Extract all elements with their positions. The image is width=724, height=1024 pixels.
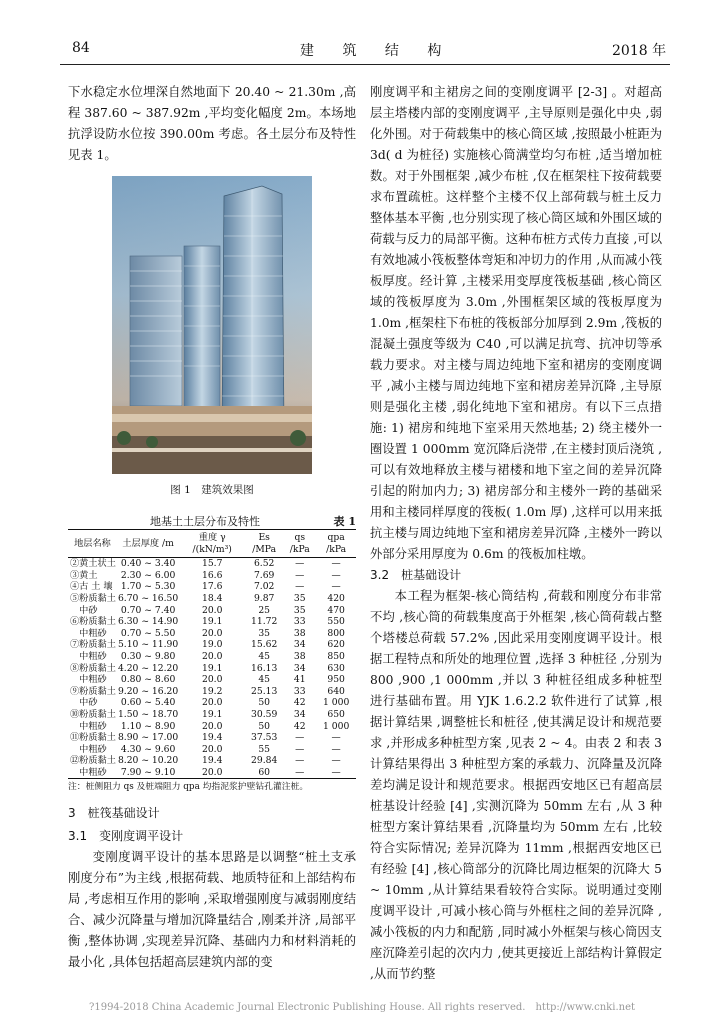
table-row [68, 732, 356, 744]
table-cell: 19.4 [201, 732, 223, 744]
table-cell: — [331, 732, 341, 744]
table-cell: — [295, 581, 305, 593]
journal-year: 2018 年 [612, 43, 667, 59]
table-note: 注：桩侧阻力 qs 及桩端阻力 qpa 均指泥浆护壁钻孔灌注桩。 [68, 782, 309, 793]
table-row [68, 663, 356, 675]
table-row [68, 697, 356, 709]
table-cell: 6.30 ~ 14.90 [117, 616, 179, 628]
table-title: 地基土土层分布及特性 [150, 515, 260, 528]
figure-caption: 图 1 建筑效果图 [170, 484, 254, 496]
table-cell: 50 [258, 697, 271, 709]
table-cell: 34 [293, 708, 306, 720]
table-cell: 0.60 ~ 5.40 [120, 697, 176, 709]
table-cell: 19.2 [201, 685, 223, 697]
table-cell: 850 [327, 650, 345, 662]
table-cell: 15.62 [251, 639, 278, 651]
table-cell: 35 [293, 604, 306, 616]
table-cell: 7.69 [253, 569, 275, 581]
layer-name-cell: 中粗砂 [68, 767, 117, 779]
table-cell: 800 [327, 627, 345, 639]
table-cell: 4.20 ~ 12.20 [117, 662, 179, 674]
table-header: 重度 γ /(kN/m³) [179, 530, 245, 558]
table-row [68, 558, 356, 570]
layer-name-cell: 中粗砂 [70, 627, 107, 639]
table-cell: 20.0 [179, 767, 245, 779]
table-cell: 4.30 ~ 9.60 [120, 743, 176, 755]
table-cell: — [316, 767, 356, 779]
table-cell: 45 [258, 674, 271, 686]
table-cell: 20.0 [201, 743, 223, 755]
layer-name-cell: ⑫粉质黏土 [70, 755, 116, 767]
table-cell: 9.20 ~ 16.20 [117, 685, 179, 697]
table-cell: 25.13 [251, 685, 278, 697]
table-cell: 30.59 [251, 708, 278, 720]
table-row [68, 616, 356, 628]
table-number: 表 1 [333, 515, 356, 528]
section-3-2-title: 3.2 桩基础设计 [370, 568, 462, 582]
table-cell: 16.13 [251, 662, 278, 674]
table-cell: 420 [327, 592, 345, 604]
table-cell: 0.70 ~ 5.50 [120, 627, 176, 639]
layer-name-cell: 中粗砂 [70, 743, 107, 755]
table-cell: — [331, 558, 341, 570]
section-3-1-title: 3.1 变刚度调平设计 [68, 829, 184, 844]
table-cell: 7.90 ~ 9.10 [117, 767, 179, 779]
table-cell: 29.84 [251, 755, 278, 767]
table-cell: 1 000 [322, 720, 350, 732]
table-cell: 17.6 [201, 581, 223, 593]
layer-name-cell: 中砂 [70, 604, 98, 616]
table-cell: 5.10 ~ 11.90 [117, 639, 179, 651]
table-cell: 50 [258, 720, 271, 732]
building-rendering [112, 176, 312, 474]
layer-name-cell: ⑧粉质黏土 [70, 662, 116, 674]
layer-name-cell: 中砂 [70, 697, 98, 709]
table-cell: 34 [293, 662, 306, 674]
table-cell: 470 [327, 604, 345, 616]
table-cell: 35 [293, 592, 306, 604]
table-body [68, 558, 356, 779]
table-cell: 630 [327, 662, 345, 674]
table-cell: 18.4 [201, 592, 223, 604]
table-cell: — [331, 569, 341, 581]
table-cell: 33 [293, 616, 306, 628]
table-cell: 34 [293, 639, 306, 651]
table-cell: 45 [258, 650, 271, 662]
table-cell: 0.70 ~ 7.40 [120, 604, 176, 616]
right-paragraph-2: 本工程为框架-核心筒结构 ,荷载和刚度分布非常不均 ,核心筒的荷载集度高于外框架 ,核心筒荷载占整个塔楼总荷载 57.2% ,因此采用变刚度调平设计。根据工程特点和所处的地理位置 ,选择 3 种桩径 ,分别为 800 ,900 ,1 000mm ,并以 3 种桩径组成多种桩型进行基础布置。用 YJK 1.6.2.2 软件进行了试算 ,根据计算结果 ,调整桩长和桩径 ,使其满足设计和规范要求 ,并形成多种桩型方案 ,见表 2 ~ 4。由表 2 和表 3 计算结果得出 3 种桩型方案的承载力、沉降量及沉降差均满足设计和规范要求。根据西安地区已有超高层桩基设计经验 [4] ,实测沉降为 50mm 左右 ,从 3 种桩型方案计算结果看 ,沉降量均为 50mm 左右 ,比较符合实际情况; 差异沉降为 11mm ,根据西安地区已有经验 [4] ,核心筒部分的沉降比周边框架的沉降大 5 ~ 10mm ,从计算结果看较符合实际。说明通过变刚度调平设计 ,可减小核心筒与外框柱之间的差异沉降 ,减小筏板的内力和配筋 ,同时减小外框架与核心筒因支座沉降差引起的次内力 ,使其更接近上部结构计算假定 ,从而节约整 [370, 589, 662, 981]
table-cell: — [295, 558, 305, 570]
table-row [68, 744, 356, 756]
table-cell: 16.6 [201, 569, 223, 581]
table-cell: 20.0 [201, 650, 223, 662]
table-header: qs /kPa [283, 530, 316, 558]
table-row [68, 651, 356, 663]
table-cell: 6.52 [253, 558, 275, 570]
layer-name-cell: ⑩粉质黏土 [70, 708, 116, 720]
table-cell: 19.1 [201, 708, 223, 720]
table-header: Es /MPa [245, 530, 283, 558]
table-cell: 550 [327, 616, 345, 628]
table-cell: 8.20 ~ 10.20 [117, 755, 179, 767]
table-cell: 19.1 [201, 616, 223, 628]
table-cell: 7.02 [253, 581, 275, 593]
layer-name-cell: 中粗砂 [70, 650, 107, 662]
table-cell: — [295, 755, 305, 767]
header-rule [60, 64, 670, 65]
table-cell: 1.50 ~ 18.70 [117, 708, 179, 720]
table-cell: 42 [293, 720, 306, 732]
table-cell: 11.72 [251, 616, 278, 628]
table-cell: 19.1 [201, 662, 223, 674]
layer-name-cell: ⑦粉质黏土 [70, 639, 116, 651]
table-cell: — [331, 743, 341, 755]
layer-name-cell: ⑥粉质黏土 [70, 616, 116, 628]
table-cell: 19.0 [201, 639, 223, 651]
table-row [68, 767, 356, 779]
table-cell: 0.30 ~ 9.80 [120, 650, 176, 662]
table-cell: 650 [327, 708, 345, 720]
layer-name-cell: ⑪粉质黏土 [70, 732, 116, 744]
table-row [68, 674, 356, 686]
section-3-title: 3 桩筏基础设计 [68, 806, 160, 821]
journal-title: 建 筑 结 构 [300, 43, 454, 59]
table-cell: 1 000 [322, 697, 350, 709]
table-row [68, 628, 356, 640]
table-cell: 41 [293, 674, 306, 686]
table-cell: — [295, 732, 305, 744]
table-row [68, 709, 356, 721]
table-header: 地层名称 [68, 530, 117, 558]
table-cell: 25 [258, 604, 271, 616]
table-cell: 33 [293, 685, 306, 697]
table-header: qpa /kPa [316, 530, 356, 558]
layer-name-cell: ③黄土 [70, 569, 98, 581]
table-row [68, 686, 356, 698]
table-cell: 38 [293, 650, 306, 662]
layer-name-cell: 中粗砂 [70, 720, 107, 732]
table-cell: 1.10 ~ 8.90 [120, 720, 176, 732]
layer-name-cell: ②黄土状土 [70, 558, 116, 570]
table-cell: 640 [327, 685, 345, 697]
table-cell: — [295, 743, 305, 755]
table-row [68, 721, 356, 733]
soil-layer-table [68, 529, 356, 779]
table-cell: — [283, 767, 316, 779]
table-cell: 620 [327, 639, 345, 651]
layer-name-cell: ⑨粉质黏土 [70, 685, 116, 697]
table-cell: — [295, 569, 305, 581]
table-cell: 60 [245, 767, 283, 779]
table-cell: 42 [293, 697, 306, 709]
layer-name-cell: 中粗砂 [70, 674, 107, 686]
table-cell: 9.87 [253, 592, 275, 604]
table-cell: 20.0 [201, 720, 223, 732]
table-cell: 38 [293, 627, 306, 639]
table-cell: 0.40 ~ 3.40 [120, 558, 176, 570]
table-cell: 2.30 ~ 6.00 [120, 569, 176, 581]
table-cell: 20.0 [201, 674, 223, 686]
left-column [68, 82, 356, 973]
right-column [370, 82, 662, 985]
table-cell: 6.70 ~ 16.50 [117, 592, 179, 604]
table-cell: — [331, 755, 341, 767]
table-row [68, 639, 356, 651]
layer-name-cell: ④古 土 壤 [70, 581, 113, 593]
table-cell: 8.90 ~ 17.00 [117, 732, 179, 744]
layer-name-cell: ⑤粉质黏土 [70, 592, 116, 604]
table-cell: 20.0 [201, 627, 223, 639]
copyright-footer: ?1994-2018 China Academic Journal Electronic Publishing House. All rights reserved. http://www.cnki.net [88, 1002, 635, 1013]
table-cell: — [331, 581, 341, 593]
table-cell: 55 [258, 743, 271, 755]
table-header: 土层厚度 /m [117, 530, 179, 558]
table-cell: 35 [258, 627, 271, 639]
table-cell: 20.0 [201, 604, 223, 616]
table-cell: 19.4 [201, 755, 223, 767]
table-cell: 20.0 [201, 697, 223, 709]
table-title-row [68, 511, 356, 529]
table-row [68, 755, 356, 767]
table-cell: 15.7 [201, 558, 223, 570]
table-row [68, 581, 356, 593]
table-row [68, 570, 356, 582]
page-number: 84 [72, 40, 90, 56]
table-cell: 37.53 [251, 732, 278, 744]
intro-paragraph: 下水稳定水位埋深自然地面下 20.40 ~ 21.30m ,高程 387.60 ~ 387.92m ,平均变化幅度 2m。本场地抗浮设防水位按 390.00m 考虑。各土层分布及特性见表 1。 [68, 85, 356, 162]
table-cell: 0.80 ~ 8.60 [120, 674, 176, 686]
table-cell: 950 [327, 674, 345, 686]
section-3-1-paragraph: 变刚度调平设计的基本思路是以调整“桩土支承刚度分布”为主线 ,根据荷载、地质特征和上部结构布局 ,考虑相互作用的影响 ,采取增强刚度与减弱刚度结合、减少沉降量与增加沉降量结合 ,刚柔并济 ,局部平衡 ,整体协调 ,实现差异沉降、基础内力和材料消耗的最小化 ,具体包括超高层建筑内部的变 [68, 850, 356, 970]
right-paragraph-1: 刚度调平和主裙房之间的变刚度调平 [2-3] 。对超高层主塔楼内部的变刚度调平 ,主导原则是强化中央 ,弱化外围。对于荷载集中的核心筒区域 ,按照最小桩距为 3d( d 为桩径) 实施核心筒满堂均匀布桩 ,适当增加桩数。对于外围框架 ,减少布桩 ,仅在框架柱下按荷载要求布置疏桩。这样整个主楼不仅上部荷载与桩土反力整体基本平衡 ,也分别实现了核心筒区域和外围区域的荷载与反力的局部平衡。这种布桩方式传力直接 ,可以有效地减小筏板整体弯矩和冲切力的作用 ,从而减小筏板厚度。经计算 ,主楼采用变厚度筏板基础 ,核心筒区域的筏板厚度为 3.0m ,外围框架区域的筏板厚度为 1.0m ,框架柱下布桩的筏板部分加厚到 2.9m ,筏板的混凝土强度等级为 C40 ,可以满足抗弯、抗冲切等承载力要求。对主楼与周边纯地下室和裙房的变刚度调平 ,减小主楼与周边纯地下室和裙房差异沉降 ,主导原则是强化主楼 ,弱化纯地下室和裙房。有以下三点措施: 1) 裙房和纯地下室采用天然地基; 2) 绕主楼外一圈设置 1 000mm 宽沉降后浇带 ,在主楼封顶后浇筑 ,可以有效地释放主楼与裙楼和地下室之间的差异沉降引起的附加内力; 3) 裙房部分和主楼外一跨的基础采用和主楼同样厚度的筏板( 1.0m 厚) ,这样可以用来抵抗主楼与周边纯地下室和裙房差异沉降 ,主楼外一跨以外部分采用厚度为 0.6m 的筏板加柱墩。 [370, 85, 662, 561]
table-cell: 1.70 ~ 5.30 [120, 581, 176, 593]
table-row [68, 593, 356, 605]
table-row [68, 605, 356, 617]
